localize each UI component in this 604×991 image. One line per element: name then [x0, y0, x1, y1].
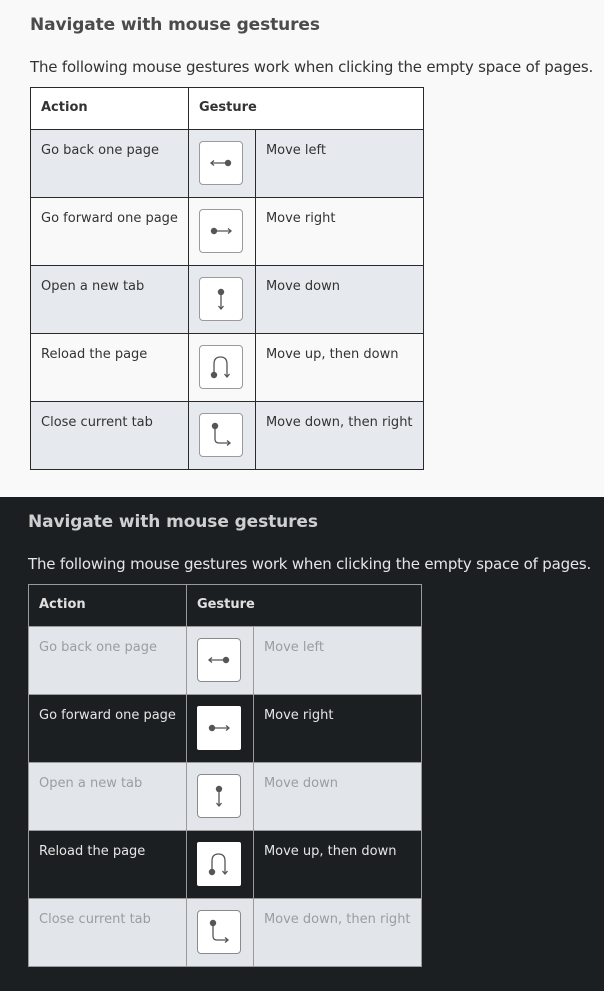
gesture-up-down-icon: [199, 345, 243, 389]
action-cell: Reload the page: [29, 831, 187, 899]
gesture-cell: Move left: [253, 627, 421, 695]
action-cell: Go forward one page: [31, 198, 189, 266]
table-row: [31, 198, 424, 266]
table-row: [29, 695, 422, 763]
table-row: [29, 763, 422, 831]
gesture-cell: Move down: [255, 266, 423, 334]
gesture-cell: Move up, then down: [253, 831, 421, 899]
gestures-table: [30, 87, 424, 470]
section-heading: Navigate with mouse gestures: [30, 15, 320, 35]
table-row: [29, 831, 422, 899]
action-cell: Open a new tab: [29, 763, 187, 831]
gesture-cell: Move down, then right: [255, 402, 423, 470]
gesture-left-icon: [197, 638, 241, 682]
action-cell: Close current tab: [31, 402, 189, 470]
gesture-down-right-icon: [197, 910, 241, 954]
table-row: [31, 402, 424, 470]
table-header-row: [31, 88, 424, 130]
intro-text: The following mouse gestures work when clicking the empty space of pages.: [28, 555, 592, 573]
gesture-down-icon: [199, 277, 243, 321]
action-cell: Go back one page: [31, 130, 189, 198]
table-row: [29, 899, 422, 967]
gesture-cell: Move left: [255, 130, 423, 198]
action-cell: Go forward one page: [29, 695, 187, 763]
gesture-cell: Move down: [253, 763, 421, 831]
action-cell: Open a new tab: [31, 266, 189, 334]
gesture-left-icon: [199, 141, 243, 185]
gesture-down-icon: [197, 774, 241, 818]
action-cell: Reload the page: [31, 334, 189, 402]
table-row: [31, 266, 424, 334]
gestures-table: [28, 584, 422, 967]
gesture-cell: Move right: [255, 198, 423, 266]
intro-text: The following mouse gestures work when clicking the empty space of pages.: [30, 58, 594, 76]
gesture-up-down-icon: [197, 842, 241, 886]
gesture-right-icon: [197, 706, 241, 750]
gesture-cell: Move right: [253, 695, 421, 763]
column-header-gesture: Gesture: [188, 88, 423, 130]
column-header-action: Action: [31, 88, 189, 130]
column-header-action: Action: [29, 585, 187, 627]
gesture-down-right-icon: [199, 413, 243, 457]
table-header-row: [29, 585, 422, 627]
gesture-cell: Move up, then down: [255, 334, 423, 402]
dark-theme-panel: [0, 497, 604, 991]
gesture-cell: Move down, then right: [253, 899, 421, 967]
table-row: [31, 334, 424, 402]
table-row: [31, 130, 424, 198]
action-cell: Go back one page: [29, 627, 187, 695]
column-header-gesture: Gesture: [186, 585, 421, 627]
table-row: [29, 627, 422, 695]
gesture-right-icon: [199, 209, 243, 253]
section-heading: Navigate with mouse gestures: [28, 512, 318, 532]
action-cell: Close current tab: [29, 899, 187, 967]
